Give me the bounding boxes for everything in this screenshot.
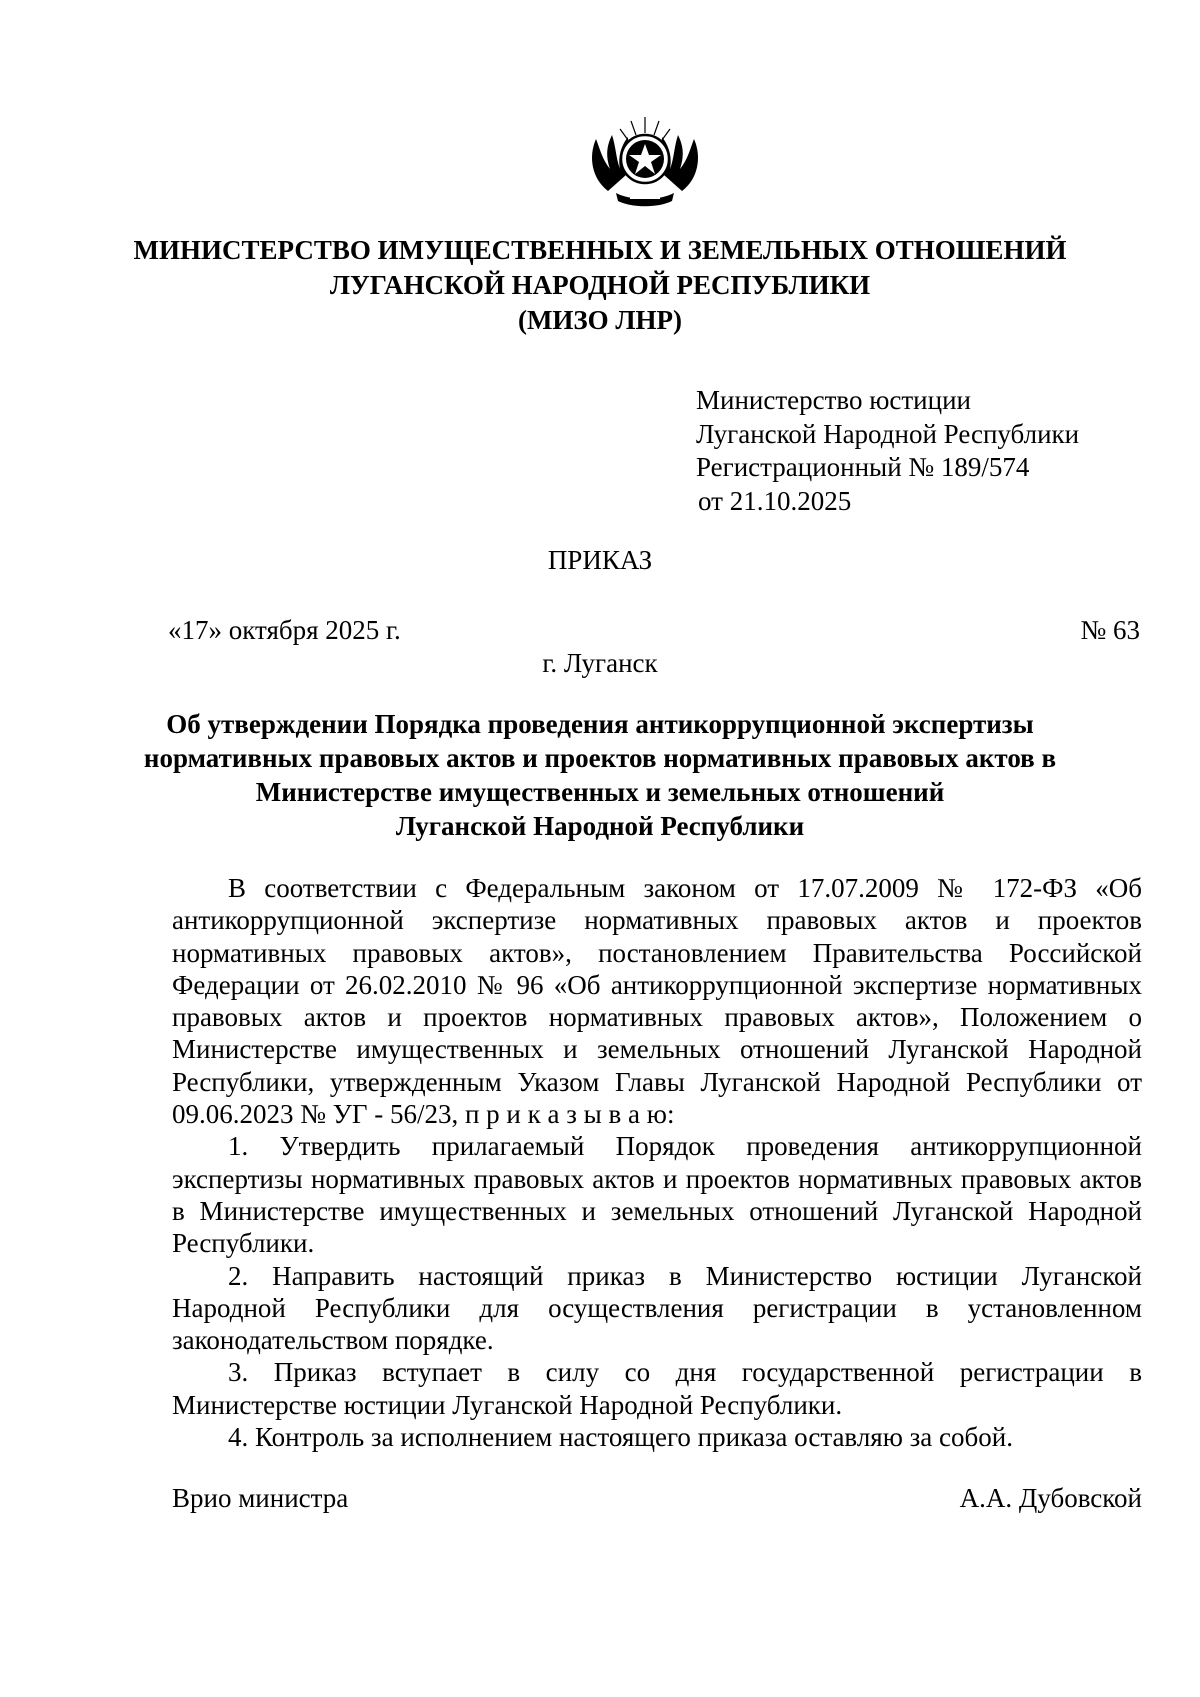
ministry-abbreviation: (МИЗО ЛНР) xyxy=(517,305,683,335)
order-item-1: 1. Утвердить прилагаемый Порядок проведения антикоррупционной экспертизы нормативных правовых актов и проектов нормативных правовых актов в Министерстве имущественных и земельных отношений Луганской Народной Республики. xyxy=(172,1131,1142,1259)
order-item-4: 4. Контроль за исполнением настоящего приказа оставляю за собой. xyxy=(228,1422,1013,1453)
registration-line2: Луганской Народной Республики xyxy=(696,418,1080,449)
order-word: п р и к а з ы в а ю: xyxy=(464,1099,675,1130)
signatory-role: Врио министра xyxy=(172,1483,349,1513)
registration-number: Регистрационный № 189/574 xyxy=(696,452,1030,482)
ministry-name-line2: ЛУГАНСКОЙ НАРОДНОЙ РЕСПУБЛИКИ xyxy=(329,270,871,300)
order-date: «17» октября 2025 г. xyxy=(168,615,401,645)
order-body xyxy=(172,872,1142,1453)
registration-stamp xyxy=(696,384,1079,518)
preamble-text: В соответствии с Федеральным законом от 17.07.2009 № 172-ФЗ «Об антикоррупционной экспертизе нормативных правовых актов и проектов нормативных правовых актов», постановлением Правительства Российской Федерации от 26.02.2010 № 96 «Об антикоррупционной экспертизе нормативных правовых актов и проектов нормативных правовых актов», Положением о Министерстве имущественных и земельных отношений Луганской Народной Республики, утвержденным Указом Главы Луганской Народной Республики от 09.06.2023 № УГ - 56/23, xyxy=(172,873,1142,1130)
order-item-2: 2. Направить настоящий приказ в Министерство юстиции Луганской Народной Республики для осуществления регистрации в установленном законодательством порядке. xyxy=(172,1260,1142,1356)
ministry-name-line1: МИНИСТЕРСТВО ИМУЩЕСТВЕННЫХ И ЗЕМЕЛЬНЫХ ОТНОШЕНИЙ xyxy=(133,235,1067,265)
order-number: № 63 xyxy=(1080,615,1140,645)
signatory-name: А.А. Дубовской xyxy=(959,1483,1142,1513)
order-city: г. Луганск xyxy=(542,648,658,678)
title-line3: Министерстве имущественных и земельных отношений xyxy=(255,777,945,807)
title-line1: Об утверждении Порядка проведения антикоррупционной экспертизы xyxy=(166,709,1034,739)
registration-line1: Министерство юстиции xyxy=(696,385,971,415)
order-item-3: 3. Приказ вступает в силу со дня государственной регистрации в Министерстве юстиции Луганской Народной Республики. xyxy=(172,1357,1142,1420)
order-title xyxy=(120,707,1080,843)
preamble-paragraph xyxy=(172,872,1142,1130)
document-type: ПРИКАЗ xyxy=(547,545,653,575)
ministry-header xyxy=(120,233,1080,338)
title-line4: Луганской Народной Республики xyxy=(395,811,805,841)
coat-of-arms-icon xyxy=(586,113,704,213)
title-line2: нормативных правовых актов и проектов нормативных правовых актов в xyxy=(143,743,1057,773)
registration-date: от 21.10.2025 xyxy=(698,485,852,516)
